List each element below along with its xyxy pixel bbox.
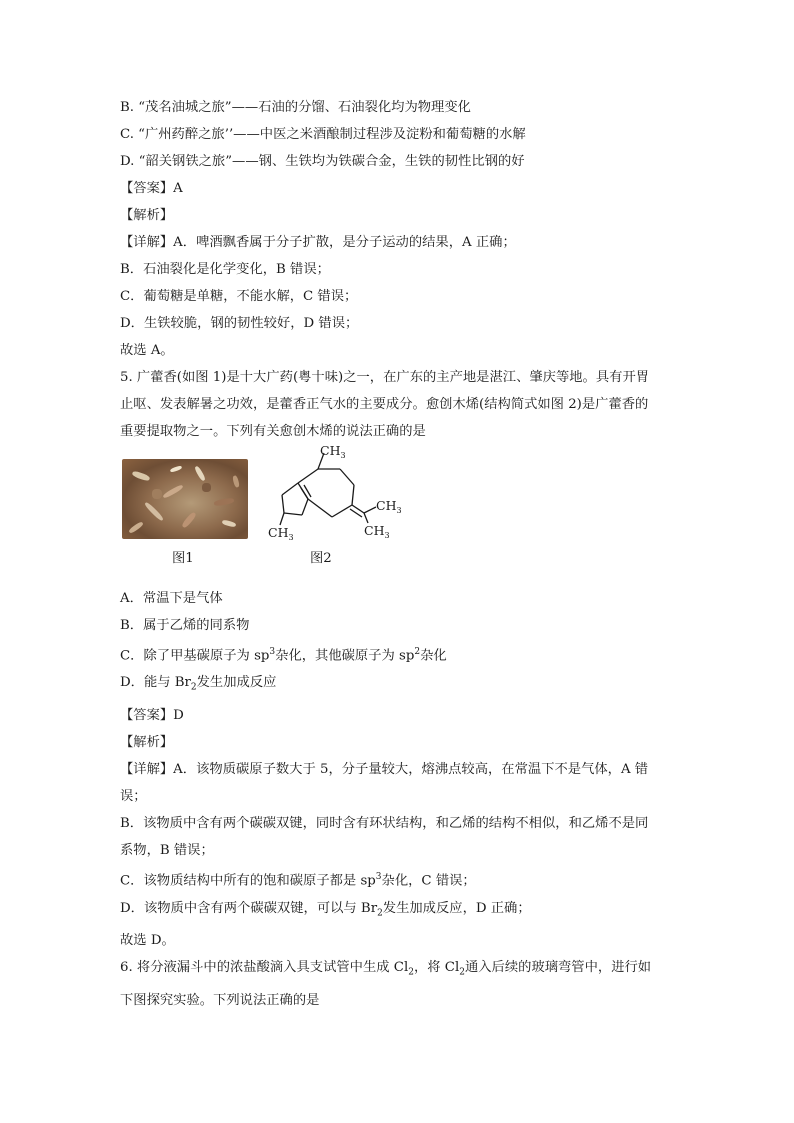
guaiene-structure-diagram — [268, 443, 408, 543]
q4-analysis-heading: 【解析】 — [120, 208, 174, 223]
q4-option-d: D. “韶关钢铁之旅”——钢、生铁均为铁碳合金，生铁的韧性比钢的好 — [120, 154, 525, 169]
bond — [302, 499, 308, 515]
q4-option-c: C. “广州药醉之旅’’——中医之米酒酿制过程涉及淀粉和葡萄糖的水解 — [120, 127, 526, 142]
q5-analysis-heading: 【解析】 — [120, 735, 174, 751]
bond — [298, 469, 318, 483]
bond — [352, 485, 354, 505]
q6-stem-line-2: 下图探究实验。下列说法正确的是 — [120, 992, 320, 1008]
question-5 — [120, 364, 680, 954]
q5-option-a: A．常温下是气体 — [120, 591, 223, 606]
bond-methyl-bottom — [364, 513, 368, 523]
figure-2-caption: 图2 — [310, 551, 332, 566]
patchouli-herb-photo — [122, 459, 248, 539]
q5-conclusion: 故选 D。 — [120, 933, 175, 949]
q5-detail-d: D．该物质中含有两个碳碳双键，可以与 $Br_2$发生加成反应，D 正确； — [120, 900, 531, 919]
q5-detail-b-line-2: 系物，B 错误； — [120, 843, 214, 859]
q5-stem-line-1: 5. 广藿香(如图 1)是十大广药(粤十味)之一，在广东的主产地是湛江、肇庆等地。具有开胃 — [120, 370, 650, 385]
q5-answer: 【答案】D — [120, 708, 184, 724]
bond — [340, 469, 354, 485]
q4-detail-a: 【详解】A．啤酒飘香属于分子扩散，是分子运动的结果，A 正确； — [120, 235, 516, 250]
q4-option-b: B. “茂名油城之旅”——石油的分馏、石油裂化均为物理变化 — [120, 100, 471, 115]
q5-stem-line-2: 止呕、发表解暑之功效，是藿香正气水的主要成分。愈创木烯(结构简式如图 2)是广藿香的 — [120, 397, 649, 412]
q6-stem-line-1: 6. 将分液漏斗中的浓盐酸滴入具支试管中生成 $Cl_2$，将 $Cl_2$通入后续的玻璃弯管中，进行如 — [120, 960, 652, 978]
bond — [284, 513, 302, 515]
q5-stem-line-3: 重要提取物之一。下列有关愈创木烯的说法正确的是 — [120, 424, 426, 439]
q5-detail-a-line-2: 误； — [120, 789, 147, 805]
ch3-top-label: $CH_3$ — [320, 443, 346, 460]
q4-detail-b: B．石油裂化是化学变化，B 错误； — [120, 262, 330, 277]
q5-option-d: D．能与 $Br_2$发生加成反应 — [120, 675, 277, 694]
ch3-right-label: $CH_3$ — [376, 498, 402, 515]
bond — [282, 483, 298, 495]
q5-detail-b-line-1: B．该物质中含有两个碳碳双键，同时含有环状结构，和乙烯的结构不相似，和乙烯不是同 — [120, 816, 649, 832]
bond-methyl-right — [364, 507, 376, 513]
figure-1-caption: 图1 — [172, 551, 194, 566]
q4-conclusion: 故选 A。 — [120, 343, 174, 358]
ch3-left-label: $CH_3$ — [268, 525, 294, 542]
q5-option-c: C．除了甲基碳原子为 $sp^3$杂化，其他碳原子为 $sp^2$杂化 — [120, 647, 447, 664]
q4-detail-c: C．葡萄糖是单糖，不能水解，C 错误； — [120, 289, 358, 304]
q5-figures — [120, 443, 680, 585]
ch3-bottom-label: $CH_3$ — [364, 523, 390, 540]
q4-answer: 【答案】A — [120, 181, 183, 196]
document-page — [120, 94, 680, 1014]
bond — [308, 499, 332, 517]
bond — [332, 505, 352, 517]
question-6 — [120, 954, 680, 1014]
bond — [282, 495, 284, 513]
bond-methyl-left — [280, 513, 284, 525]
q5-detail-c: C．该物质结构中所有的饱和碳原子都是 $sp^3$杂化，C 错误； — [120, 872, 476, 889]
q5-option-b: B．属于乙烯的同系物 — [120, 618, 250, 633]
q4-options-and-solution — [120, 94, 680, 364]
q4-detail-d: D．生铁较脆，钢的韧性较好，D 错误； — [120, 316, 359, 331]
q5-detail-a-line-1: 【详解】A．该物质碳原子数大于 5，分子量较大，熔沸点较高，在常温下不是气体，A 错 — [120, 762, 649, 778]
